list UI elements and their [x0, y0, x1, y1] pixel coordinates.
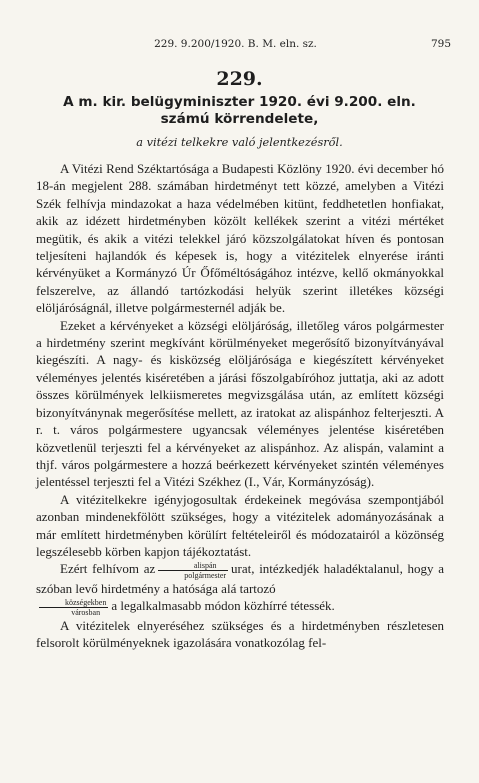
fraction-1-bottom: polgármester — [184, 570, 227, 580]
fraction-kozsegekben-varosban — [39, 598, 108, 617]
fraction-2-top: községekben — [39, 598, 108, 608]
decree-title-line-1: A m. kir. belügyminiszter 1920. évi 9.200. eln. — [63, 94, 416, 110]
fraction-2-bottom: városban — [71, 607, 101, 617]
decree-title — [20, 94, 459, 128]
paragraph-4 — [36, 560, 444, 616]
fraction-alispan-polgarmester — [158, 561, 228, 580]
paragraph-5: A vitézitelek elnyeréséhez szükséges és a hirdetményben részletesen felsorolt körülményeknek igazolására vonatkozólag fel- — [36, 617, 444, 651]
page-number: 795 — [430, 38, 451, 50]
header-reference: 229. 9.200/1920. B. M. eln. sz. — [154, 38, 317, 50]
paragraph-1: A Vitézi Rend Széktartósága a Budapesti Közlöny 1920. évi december hó 18-án megjelent 288. számában hirdetményt tett közzé, amelyben a Vitézi Szék felhívja mindazokat a haza védelmében kitünt, feddhetetlen honfiakat, akik az idézett hirdetményben közölt kellékek szerint a vitézi mértéket megütik, és akik a vitézi telekkel járó közszolgálatokat híven és pontosan teljesíteni hajlandók és képesek is, hogy a vitézitelek elnyerése iránti kérvényüket a Kormányzó Úr Őfőméltóságához intézve, kellő okmányokkal felszerelve, az állandó tartózkodási helyük szerint illetékes községi elöljáróságnál, illetve polgármesternél adják be. — [36, 161, 444, 316]
paragraph-4-start: Ezért felhívom az — [60, 561, 156, 577]
paragraph-2: Ezeket a kérvényeket a községi elöljáróság, illetőleg város polgármester a hirdetmény szerint megkívánt körülményeket megerősítő bizonyítványával kiegészíti. A nagy- és kisközség elöljárósága e kiegészített kérvényeket véleményes jelentés kiséretében a járási főszolgabíróhoz juttatja, aki az adott összes körülmények lelkiismeretes megvizsgálása után, az említett községi bizonyítványnak megerősítése mellett, az iratokat az alispánhoz felterjeszti. A r. t. város polgármestere ugyancsak véleményes jelentése kiséretében közvetlenül terjeszti fel a kérvényeket az alispánhoz. Az alispán, valamint a thjf. város polgármestere a hozzá beérkezett kérvényeket szintén véleményes jelentéssel terjeszti fel a Vitézi Székhez (I., Vár, Kormányzóság). — [36, 317, 444, 490]
decree-title-line-2: számú körrendelete, — [160, 111, 319, 127]
paragraph-3: A vitézitelkekre igényjogosultak érdekeinek megóvása szempontjából azonban mindenekfölött szükséges, hogy a vitézitelek adományozásának a már említett hirdetményben körülírt feltételeiről és módozatairól a közönség legszélesebb körben kapjon tájékoztatást. — [36, 491, 444, 559]
paragraph-4-end: a legalkalmasabb módon közhírré tétessék. — [111, 598, 335, 614]
decree-body — [36, 160, 444, 652]
decree-number: 229. — [216, 68, 263, 90]
fraction-1-top: alispán — [158, 561, 228, 571]
paragraph-4-middle: urat, intézkedjék haladéktalanul, hogy a szóban levő hirdetmény a hatósága alá tartozó — [36, 561, 444, 596]
decree-subtitle: a vitézi telkekre való jelentkezésről. — [136, 136, 343, 149]
